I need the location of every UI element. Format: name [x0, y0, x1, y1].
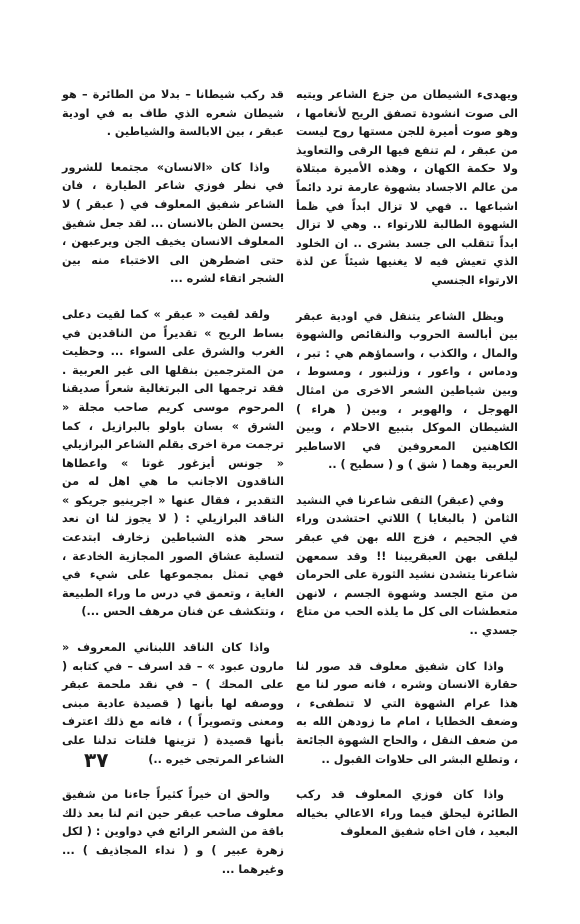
paragraph: واذا كان فوزي المعلوف قد ركب الطائرة ليحلق فيما وراء الاعالي بخياله البعيد ، فان اخاه شفيق المعلوف — [296, 788, 518, 839]
paragraph: واذا كان الناقد اللبناني المعروف « مارون عبود » – قد اسرف – في كتابه ( على المحك ) – في نقد ملحمة عبقر ووصفه لها بأنها ( قصيدة عادية مبنى ومعنى وتصويراً ) ، فانه مع ذلك اعترف بأنها قصيدة ( تزينها فلتات تدلنا على الشاعر المرتجى خيره ..) — [62, 641, 284, 766]
paragraph: والحق ان خيراً كثيراً جاءنا من شفيق معلوف صاحب عبقر حين اتم لنا بعد ذلك باقة من الشعر الرائع في دواوين : ( لكل زهرة عبير ) و ( نداء المجاذيف ) ... وغيرهما ... — [62, 788, 284, 876]
paragraph: ويهدىء الشيطان من جزع الشاعر ويتيه الى صوت انشودة تصفق الريح لأنغامها ، وهو صوت أميرة للجن مستها روح ليست من عبقر ، لم تنفع فيها الرقى والتعاويذ ولا حكمة الكهان ، وهذه الأميرة مبتلاة من عالم الاجساد بشهوة عارمة ترد دائماً اشباعها .. فهي لا تزال ابداً في ظمأ الشهوة الطالبة للارتواء .. وهي لا تزال ابداً تتقلب الى جسد بشرى .. ان الخلود الذي تعيش فيه لا يغنيها شيئاً عن لذة الارتواء الجنسي — [296, 88, 518, 287]
paragraph: ولقد لقيت « عبقر » كما لقيت دعلى بساط الريح » تقديراً من الناقدين في الغرب والشرق على السواء ... وحظيت من المترجمين بنقلها الى غير العربية . فقد ترجمها الى البرتغالية شعراً صديقنا المرحوم موسى كريم صاحب مجلة « الشرق » بسان باولو بالبرازيل ، كما ترجمت مرة اخرى بقلم الشاعر البرازيلي « جونس أيزغور غوتا » واعطاها الناقدون الاجانب ما هي اهل له من التقدير ، فقال عنها « اجرينيو جريكو » الناقد البرازيلي : ( لا يجوز لنا ان نعد سحر هذه الشياطين زخارف ابتدعت لتسلية عشاق الصور المجازية الخادعة ، فهي تمثل بمجموعها على شيء في الغاية ، وتعمق في درس ما وراء الطبيعة ، وتتكشف عن فنان مرهف الحس ...) — [62, 307, 284, 619]
paragraph: قد ركب شيطانا – بدلا من الطائرة – هو شيطان شعره الذي طاف به في اودية عبقر ، بين الابالسة والشياطين . — [62, 88, 284, 139]
paragraph: وفي (عبقر) التقى شاعرنا في النشيد الثامن ( بالبغايا ) اللاتي احتشدن وراء في الجحيم ، فزج الله بهن في عبقر ليلقى بهن العبقريينا !! وقد سمعهن شاعرنا يتشدن نشيد الثورة على الحرمان من متع الجسد وشهوة الجسم ، لانهن متعطشات الى كل ما يلذه الحب من متاع جسدي .. — [296, 493, 518, 638]
page-number: ٣٧ — [84, 748, 109, 772]
paragraph: واذا كان «الانسان» مجتمعا للشرور في نظر فوزي شاعر الطيارة ، فان الشاعر شفيق المعلوف في ( عبقر ) لا يحسن الظن بالانسان ... لقد جعل شفيق المعلوف الانسان يخيف الجن ويرعبهن ، حتى اضطرهن الى الاختباء منه بين الشجر اتقاء لشره ... — [62, 160, 284, 286]
left-text-column — [62, 86, 284, 896]
right-text-column — [296, 86, 518, 859]
paragraph: واذا كان شفيق معلوف قد صور لنا حقارة الانسان وشره ، فانه صور لنا مع هذا عرام الشهوة التي لا تنطفىء ، وضعف الخطايا ، امام ما زودهن الله به من ضعف النقل ، والحاح الشهوة الجائعة ، وتطلع البشر الى حلاوات القبول .. — [296, 659, 518, 766]
paragraph: ويظل الشاعر يتنقل في اودية عبقر بين أبالسة الحروب والنقائص والشهوة والمال ، والكذب ، واسماؤهم هي : تبر ، ودماس ، واعور ، وزلنبور ، ومسوط ، وبين شياطين الشعر الاخرى من امثال الهوجل ، والهوبر ، وبين ( هراء ) الشيطان الموكل بتبيع الاحلام ، وبين الكاهنين المعروفين في الاساطير العربية وهما ( شق ) و ( سطيح ) .. — [296, 309, 518, 472]
